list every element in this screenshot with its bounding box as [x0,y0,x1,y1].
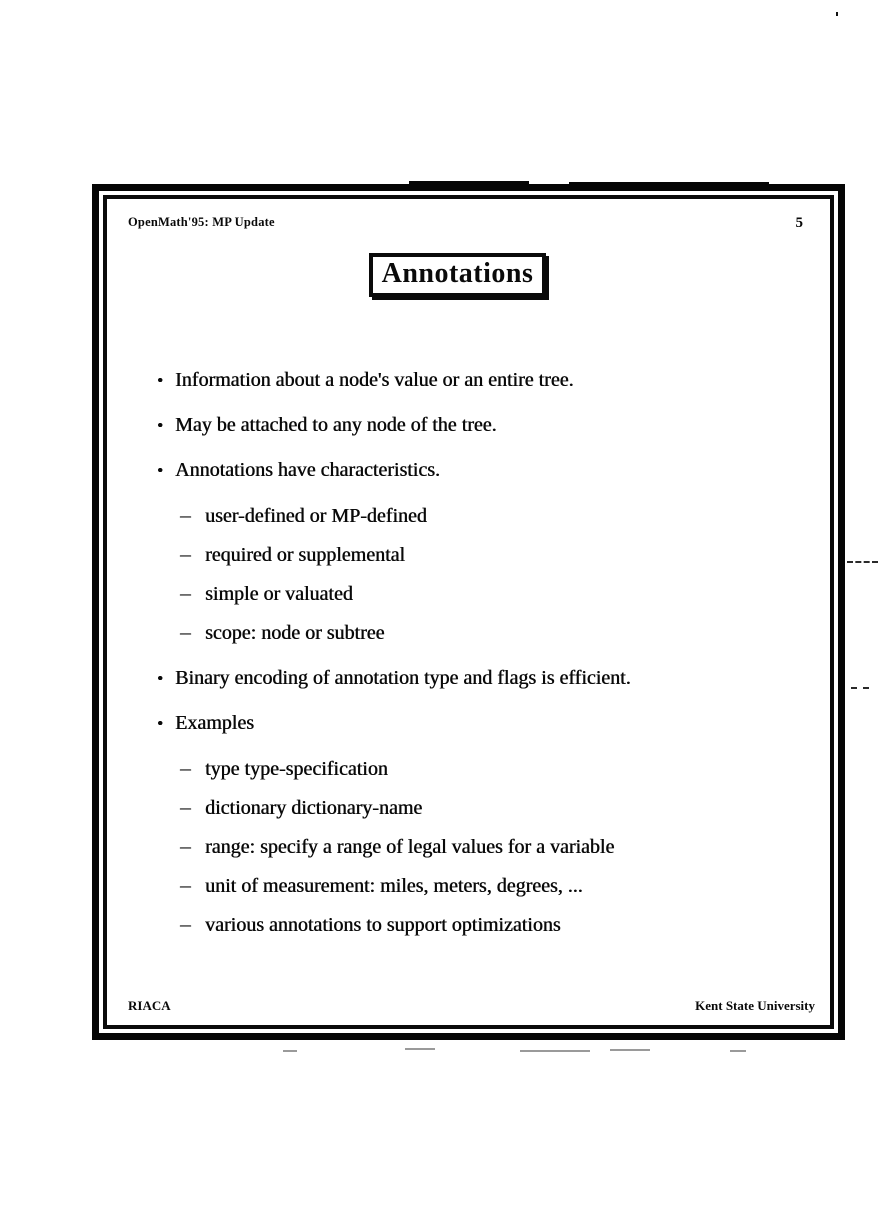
list-item-text: range: specify a range of legal values for a variable [205,836,615,858]
bullet-icon: • [157,461,163,480]
scan-mark [730,1050,746,1052]
list-item [157,712,814,735]
footer-right: Kent State University [695,998,815,1013]
dash-icon: – [180,581,191,605]
slide-footer [128,998,815,1014]
slide-content [107,199,830,1025]
list-subitem [157,504,814,528]
title-row [107,253,808,297]
scan-dashes [847,561,878,563]
bullet-icon: • [157,416,163,435]
list-subitem [157,874,814,898]
list-item-text: simple or valuated [205,583,353,605]
list-item-text: scope: node or subtree [205,622,385,644]
dash-icon: – [180,756,191,780]
list-subitem [157,757,814,781]
list-item-text: user-defined or MP-defined [205,505,427,527]
bullet-icon: • [157,371,163,390]
list-item [157,459,814,482]
header-title: OpenMath'95: MP Update [128,215,275,229]
list-item-text: type type-specification [205,758,388,780]
slide-inner-frame [103,195,834,1029]
list-item-text: dictionary dictionary-name [205,797,423,819]
scan-mark [283,1050,297,1052]
scan-bump [409,181,529,185]
scan-mark [610,1049,650,1051]
list-subitem [157,913,814,937]
scan-bump [569,182,769,185]
dash-icon: – [180,503,191,527]
scan-speck [836,12,838,16]
scan-mark [405,1048,435,1050]
slide-header [128,215,809,232]
slide-frame [92,184,845,1040]
bullet-icon: • [157,669,163,688]
list-subitem [157,543,814,567]
list-item-text: Information about a node's value or an entire tree. [175,369,574,391]
bullet-list [157,369,814,937]
list-subitem [157,621,814,645]
scan-mark [520,1050,590,1052]
list-item-text: unit of measurement: miles, meters, degrees, ... [205,875,583,897]
list-item [157,414,814,437]
list-item-text: Annotations have characteristics. [175,459,440,481]
footer-left: RIACA [128,998,171,1013]
page-number: 5 [795,215,803,231]
list-item-text: Binary encoding of annotation type and flags is efficient. [175,667,631,689]
list-item [157,369,814,392]
list-subitem [157,835,814,859]
list-subitem [157,582,814,606]
list-item-text: required or supplemental [205,544,405,566]
list-item [157,667,814,690]
bullet-icon: • [157,714,163,733]
list-item-text: May be attached to any node of the tree. [175,414,497,436]
scan-dashes [851,687,869,689]
dash-icon: – [180,834,191,858]
dash-icon: – [180,873,191,897]
list-item-text: various annotations to support optimizations [205,914,561,936]
list-item-text: Examples [175,712,254,734]
page-title: Annotations [369,253,547,297]
dash-icon: – [180,542,191,566]
dash-icon: – [180,795,191,819]
dash-icon: – [180,912,191,936]
dash-icon: – [180,620,191,644]
list-subitem [157,796,814,820]
